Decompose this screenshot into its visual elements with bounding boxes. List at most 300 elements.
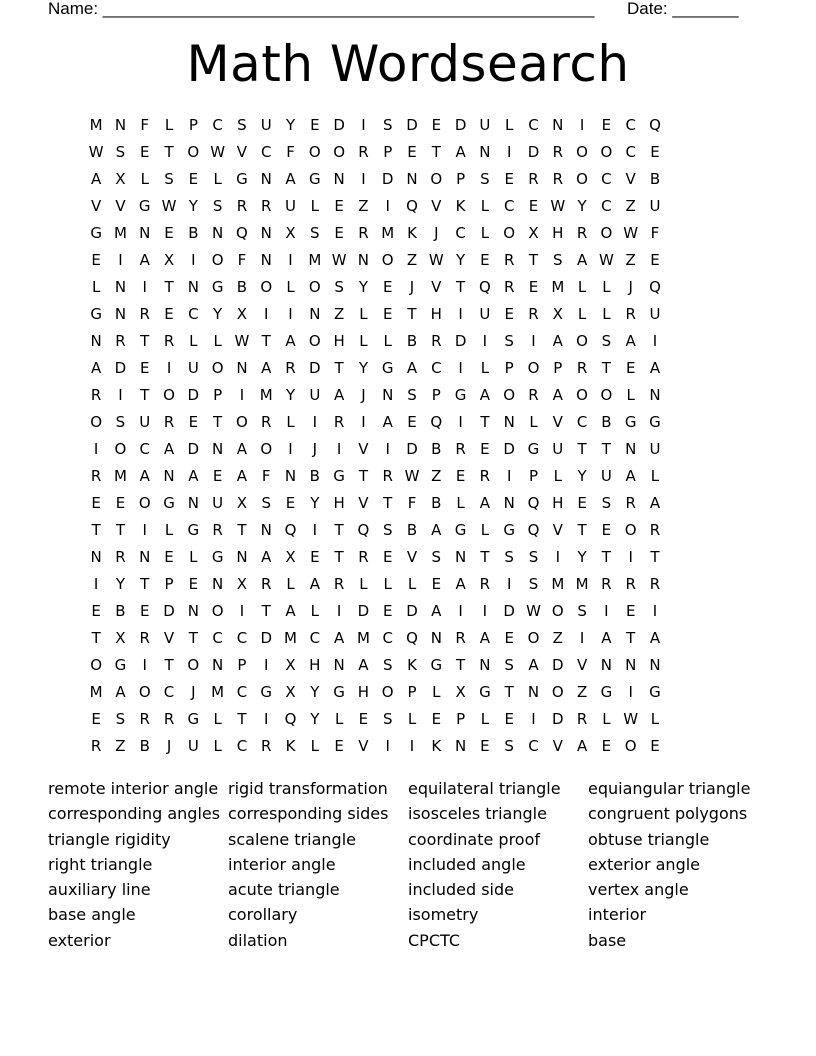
- grid-letter: U: [600, 467, 612, 485]
- grid-letter: N: [114, 305, 127, 323]
- grid-letter: Z: [576, 683, 588, 701]
- grid-letter: B: [188, 224, 199, 242]
- grid-letter: T: [407, 305, 417, 323]
- grid-letter: E: [625, 602, 636, 620]
- grid-letter: G: [309, 170, 321, 188]
- grid-letter: G: [187, 521, 200, 539]
- grid-letter: L: [189, 332, 198, 350]
- grid-letter: F: [261, 467, 271, 485]
- grid-letter: Q: [430, 413, 443, 431]
- grid-letter: X: [236, 305, 248, 323]
- grid-letter: L: [310, 197, 319, 215]
- grid-letter: A: [649, 629, 661, 647]
- grid-letter: B: [115, 602, 126, 620]
- grid-letter: T: [577, 440, 587, 458]
- grid-letter: I: [336, 440, 342, 458]
- grid-letter: T: [383, 494, 393, 512]
- grid-letter: L: [91, 278, 101, 296]
- grid-letter: U: [649, 305, 661, 323]
- grid-letter: N: [625, 656, 637, 674]
- grid-letter: A: [625, 467, 636, 485]
- grid-letter: U: [285, 197, 297, 215]
- grid-letter: A: [285, 602, 296, 620]
- grid-letter: M: [211, 683, 225, 701]
- grid-letter: R: [90, 467, 102, 485]
- grid-letter: B: [236, 278, 248, 296]
- grid-row: [84, 247, 732, 274]
- grid-letter: D: [333, 116, 345, 134]
- word-list-column: [588, 776, 750, 953]
- grid-letter: D: [406, 116, 418, 134]
- grid-letter: A: [115, 683, 126, 701]
- grid-letter: O: [138, 683, 151, 701]
- grid-letter: X: [163, 251, 175, 269]
- grid-letter: Y: [456, 251, 466, 269]
- grid-letter: O: [260, 278, 273, 296]
- grid-letter: H: [357, 683, 370, 701]
- grid-letter: C: [139, 440, 150, 458]
- grid-letter: X: [285, 656, 296, 674]
- grid-letter: G: [90, 224, 102, 242]
- grid-letter: T: [456, 656, 466, 674]
- grid-letter: I: [361, 413, 366, 431]
- grid-letter: O: [308, 278, 321, 296]
- grid-letter: F: [650, 224, 660, 242]
- grid-letter: N: [187, 494, 199, 512]
- grid-letter: L: [286, 413, 295, 431]
- grid-letter: S: [528, 575, 539, 593]
- grid-letter: T: [164, 143, 174, 161]
- grid-letter: L: [213, 737, 222, 755]
- grid-letter: T: [140, 386, 150, 404]
- grid-letter: D: [260, 629, 272, 647]
- grid-letter: L: [650, 467, 660, 485]
- grid-letter: I: [458, 413, 463, 431]
- grid-letter: E: [212, 467, 223, 485]
- grid-letter: C: [625, 143, 636, 161]
- grid-letter: S: [431, 548, 442, 566]
- grid-letter: L: [577, 278, 587, 296]
- grid-letter: N: [454, 737, 467, 755]
- grid-letter: V: [115, 197, 126, 215]
- grid-letter: T: [261, 332, 271, 350]
- grid-letter: E: [140, 143, 150, 161]
- grid-letter: O: [624, 521, 637, 539]
- grid-letter: M: [259, 386, 273, 404]
- grid-letter: G: [163, 494, 175, 512]
- grid-letter: G: [211, 278, 224, 296]
- word-list-item: isometry: [408, 905, 479, 925]
- grid-letter: P: [383, 143, 393, 161]
- grid-letter: N: [333, 170, 345, 188]
- grid-letter: T: [626, 629, 636, 647]
- grid-letter: S: [382, 710, 393, 728]
- grid-letter: Z: [115, 737, 126, 755]
- grid-letter: I: [264, 656, 269, 674]
- grid-letter: R: [576, 224, 588, 242]
- grid-letter: Y: [358, 278, 368, 296]
- grid-row: [84, 328, 732, 355]
- grid-letter: C: [260, 143, 272, 161]
- grid-letter: E: [358, 710, 369, 728]
- grid-row: [84, 706, 732, 733]
- grid-letter: U: [187, 359, 199, 377]
- grid-letter: I: [458, 305, 463, 323]
- grid-letter: A: [261, 359, 272, 377]
- grid-letter: T: [237, 521, 247, 539]
- grid-letter: I: [579, 116, 585, 134]
- grid-letter: S: [601, 332, 612, 350]
- grid-letter: C: [576, 413, 588, 431]
- grid-letter: T: [601, 440, 611, 458]
- grid-letter: D: [503, 602, 515, 620]
- grid-letter: D: [309, 359, 321, 377]
- grid-letter: M: [551, 278, 565, 296]
- grid-letter: R: [649, 521, 661, 539]
- grid-letter: T: [213, 413, 223, 431]
- grid-letter: H: [309, 656, 321, 674]
- grid-letter: V: [431, 197, 442, 215]
- grid-letter: X: [115, 170, 126, 188]
- grid-letter: R: [552, 170, 563, 188]
- grid-letter: L: [334, 710, 344, 728]
- grid-letter: L: [480, 224, 490, 242]
- grid-letter: S: [382, 656, 393, 674]
- grid-letter: R: [455, 629, 466, 647]
- grid-letter: A: [528, 656, 539, 674]
- grid-letter: L: [456, 494, 465, 512]
- grid-letter: X: [455, 683, 466, 701]
- grid-letter: E: [431, 575, 442, 593]
- grid-letter: O: [90, 656, 103, 674]
- grid-letter: N: [309, 305, 321, 323]
- grid-letter: I: [482, 332, 488, 350]
- grid-letter: S: [382, 116, 393, 134]
- grid-letter: T: [456, 278, 466, 296]
- grid-letter: R: [455, 440, 466, 458]
- grid-letter: S: [553, 251, 563, 269]
- grid-letter: I: [142, 278, 147, 296]
- grid-letter: E: [431, 710, 442, 728]
- grid-letter: R: [552, 143, 563, 161]
- grid-letter: I: [142, 521, 147, 539]
- grid-letter: W: [526, 602, 541, 620]
- grid-letter: W: [234, 332, 250, 350]
- grid-letter: R: [261, 197, 272, 215]
- grid-letter: N: [187, 278, 199, 296]
- grid-letter: N: [260, 224, 272, 242]
- grid-letter: B: [309, 467, 320, 485]
- grid-letter: A: [479, 629, 491, 647]
- grid-row: [84, 544, 732, 571]
- grid-letter: L: [480, 197, 490, 215]
- grid-letter: T: [358, 467, 368, 485]
- word-list-item: auxiliary line: [48, 880, 151, 900]
- grid-letter: A: [163, 440, 175, 458]
- grid-letter: O: [308, 332, 321, 350]
- grid-letter: Y: [577, 467, 587, 485]
- grid-row: [84, 625, 732, 652]
- grid-letter: E: [480, 737, 490, 755]
- grid-letter: A: [261, 548, 272, 566]
- grid-letter: V: [358, 737, 369, 755]
- grid-letter: G: [430, 656, 443, 674]
- grid-letter: E: [91, 710, 101, 728]
- grid-letter: Q: [649, 116, 661, 134]
- grid-letter: E: [480, 440, 490, 458]
- grid-letter: X: [285, 224, 296, 242]
- grid-letter: A: [91, 359, 102, 377]
- grid-letter: Z: [406, 251, 418, 269]
- grid-row: [84, 490, 732, 517]
- word-list-item: remote interior angle: [48, 779, 219, 798]
- grid-letter: L: [480, 359, 490, 377]
- grid-letter: T: [237, 710, 247, 728]
- grid-letter: Q: [406, 197, 418, 215]
- grid-letter: N: [212, 656, 224, 674]
- grid-letter: W: [598, 251, 614, 269]
- grid-letter: O: [624, 737, 637, 755]
- word-list-item: included side: [408, 880, 514, 900]
- grid-letter: R: [625, 575, 636, 593]
- grid-letter: O: [236, 413, 248, 431]
- grid-letter: P: [164, 575, 174, 593]
- grid-letter: E: [431, 116, 442, 134]
- grid-letter: I: [191, 251, 196, 269]
- grid-letter: U: [479, 116, 491, 134]
- grid-letter: U: [649, 440, 661, 458]
- grid-letter: U: [649, 197, 661, 215]
- word-list-column: [48, 776, 220, 953]
- grid-letter: R: [90, 737, 102, 755]
- grid-letter: U: [212, 494, 224, 512]
- grid-letter: B: [601, 413, 612, 431]
- grid-letter: P: [237, 656, 247, 674]
- grid-letter: O: [527, 629, 540, 647]
- grid-letter: A: [236, 440, 248, 458]
- grid-letter: G: [479, 683, 491, 701]
- grid-letter: R: [90, 386, 102, 404]
- grid-letter: K: [431, 737, 442, 755]
- grid-letter: T: [115, 521, 126, 539]
- grid-letter: I: [458, 359, 463, 377]
- word-list-item: CPCTC: [408, 930, 460, 950]
- grid-letter: M: [551, 575, 565, 593]
- grid-letter: C: [236, 683, 248, 701]
- grid-letter: I: [628, 548, 633, 566]
- grid-letter: T: [480, 413, 490, 431]
- grid-letter: G: [624, 413, 637, 431]
- grid-letter: Y: [577, 548, 587, 566]
- grid-letter: I: [264, 305, 269, 323]
- grid-letter: A: [625, 332, 636, 350]
- grid-letter: S: [261, 494, 271, 512]
- grid-letter: R: [261, 737, 272, 755]
- grid-letter: C: [601, 170, 612, 188]
- date-field-label: Date: _______: [627, 0, 739, 18]
- grid-letter: S: [504, 656, 514, 674]
- grid-letter: J: [312, 440, 318, 458]
- grid-letter: O: [503, 224, 516, 242]
- grid-letter: G: [600, 683, 613, 701]
- grid-letter: U: [552, 440, 564, 458]
- grid-letter: X: [552, 305, 563, 323]
- grid-letter: Y: [310, 494, 320, 512]
- grid-letter: N: [552, 116, 564, 134]
- grid-letter: Y: [213, 305, 223, 323]
- grid-letter: E: [188, 170, 199, 188]
- grid-letter: N: [260, 521, 272, 539]
- grid-letter: R: [261, 575, 272, 593]
- grid-letter: E: [650, 737, 660, 755]
- grid-letter: G: [454, 521, 467, 539]
- grid-letter: D: [454, 116, 467, 134]
- grid-letter: R: [285, 359, 296, 377]
- grid-letter: L: [480, 521, 490, 539]
- grid-letter: E: [480, 251, 490, 269]
- word-list-item: congruent polygons: [588, 804, 748, 824]
- grid-letter: R: [503, 251, 515, 269]
- grid-letter: L: [286, 278, 295, 296]
- grid-letter: M: [89, 683, 103, 701]
- grid-letter: R: [358, 224, 369, 242]
- grid-letter: B: [431, 494, 442, 512]
- grid-letter: N: [527, 683, 540, 701]
- grid-letter: E: [504, 305, 514, 323]
- grid-letter: R: [625, 494, 636, 512]
- grid-letter: L: [602, 710, 611, 728]
- word-list-item: vertex angle: [588, 880, 689, 900]
- grid-letter: I: [93, 575, 99, 593]
- grid-letter: R: [115, 548, 126, 566]
- grid-letter: G: [187, 710, 200, 728]
- grid-letter: Q: [649, 278, 661, 296]
- word-list-item: triangle rigidity: [48, 829, 171, 849]
- word-list-item: corresponding sides: [228, 804, 389, 824]
- grid-letter: R: [139, 710, 150, 728]
- grid-letter: E: [91, 602, 101, 620]
- grid-row: [84, 436, 732, 463]
- grid-letter: E: [601, 116, 612, 134]
- grid-letter: E: [577, 494, 587, 512]
- grid-letter: O: [576, 143, 588, 161]
- grid-letter: Y: [188, 197, 198, 215]
- grid-letter: N: [382, 386, 394, 404]
- grid-letter: M: [381, 224, 395, 242]
- grid-letter: N: [90, 548, 102, 566]
- grid-letter: D: [357, 602, 370, 620]
- grid-letter: O: [430, 170, 443, 188]
- grid-letter: G: [503, 521, 515, 539]
- grid-letter: N: [479, 656, 491, 674]
- grid-letter: W: [210, 143, 226, 161]
- grid-letter: T: [601, 548, 611, 566]
- grid-letter: U: [139, 413, 151, 431]
- grid-letter: T: [334, 548, 344, 566]
- grid-letter: L: [310, 737, 319, 755]
- word-list-item: corresponding angles: [48, 804, 221, 824]
- grid-letter: S: [115, 143, 126, 161]
- grid-letter: L: [383, 575, 392, 593]
- grid-letter: N: [114, 278, 127, 296]
- grid-letter: I: [604, 602, 609, 620]
- grid-letter: A: [649, 494, 661, 512]
- grid-letter: V: [358, 494, 369, 512]
- grid-row: [84, 598, 732, 625]
- grid-letter: E: [382, 548, 393, 566]
- grid-letter: C: [236, 737, 248, 755]
- grid-letter: M: [284, 629, 297, 647]
- grid-letter: P: [431, 386, 441, 404]
- grid-letter: L: [213, 332, 222, 350]
- grid-letter: N: [139, 224, 151, 242]
- grid-letter: E: [504, 710, 514, 728]
- grid-letter: N: [479, 143, 491, 161]
- grid-letter: R: [261, 413, 272, 431]
- grid-letter: O: [211, 602, 224, 620]
- grid-letter: V: [431, 278, 442, 296]
- grid-letter: A: [431, 521, 442, 539]
- grid-letter: S: [504, 737, 514, 755]
- grid-row: [84, 193, 732, 220]
- grid-letter: D: [163, 602, 175, 620]
- grid-letter: L: [407, 575, 417, 593]
- grid-letter: R: [503, 278, 515, 296]
- grid-letter: A: [91, 170, 102, 188]
- grid-letter: E: [650, 143, 660, 161]
- grid-letter: B: [431, 440, 442, 458]
- grid-letter: S: [334, 278, 344, 296]
- grid-row: [84, 139, 732, 166]
- grid-letter: A: [431, 602, 442, 620]
- grid-letter: X: [528, 224, 539, 242]
- word-list-item: interior: [588, 905, 647, 925]
- grid-letter: I: [166, 359, 172, 377]
- grid-letter: K: [407, 224, 417, 242]
- grid-letter: L: [213, 170, 222, 188]
- grid-letter: D: [187, 386, 200, 404]
- grid-letter: L: [577, 305, 587, 323]
- grid-letter: O: [138, 494, 151, 512]
- grid-letter: K: [285, 737, 296, 755]
- grid-letter: S: [577, 602, 587, 620]
- word-list-item: base: [588, 930, 627, 950]
- word-list-item: dilation: [228, 930, 288, 950]
- word-list-item: included angle: [408, 854, 526, 874]
- grid-letter: R: [358, 548, 369, 566]
- grid-letter: N: [114, 116, 127, 134]
- grid-letter: V: [236, 143, 248, 161]
- grid-letter: I: [506, 143, 512, 161]
- grid-letter: D: [527, 143, 540, 161]
- grid-letter: R: [333, 575, 345, 593]
- grid-letter: J: [361, 386, 366, 404]
- grid-row: [84, 166, 732, 193]
- grid-row: [84, 733, 732, 760]
- grid-letter: F: [286, 143, 295, 161]
- grid-letter: D: [114, 359, 127, 377]
- grid-letter: N: [600, 656, 612, 674]
- word-list-item: exterior: [48, 930, 111, 950]
- grid-letter: D: [454, 332, 467, 350]
- grid-letter: Z: [358, 197, 369, 215]
- grid-letter: Z: [625, 197, 636, 215]
- grid-letter: T: [91, 521, 101, 539]
- grid-letter: N: [333, 656, 345, 674]
- grid-letter: T: [164, 656, 174, 674]
- grid-letter: P: [528, 467, 539, 485]
- grid-letter: N: [503, 494, 515, 512]
